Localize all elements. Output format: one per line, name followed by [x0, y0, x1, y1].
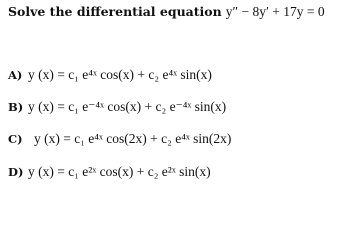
- option-formula: y (x) = c₁ e²ˣ cos(x) + c₂ e²ˣ sin(x): [28, 164, 211, 179]
- option-letter: C): [8, 132, 23, 146]
- option-letter: D): [8, 165, 24, 179]
- option-formula: y (x) = c₁ e⁴ˣ cos(2x) + c₂ e⁴ˣ sin(2x): [34, 131, 232, 146]
- option-letter: A): [8, 68, 23, 82]
- option-formula: y (x) = c₁ e⁻⁴ˣ cos(x) + c₂ e⁻⁴ˣ sin(x): [28, 99, 227, 114]
- question-equation: y″ − 8y′ + 17y = 0: [225, 4, 325, 19]
- option-a[interactable]: [8, 67, 212, 83]
- option-formula: y (x) = c₁ e⁴ˣ cos(x) + c₂ e⁴ˣ sin(x): [28, 67, 212, 82]
- question-text: [8, 4, 325, 20]
- question-lead: Solve the differential equation: [8, 4, 222, 19]
- option-b[interactable]: [8, 99, 226, 115]
- option-c[interactable]: [8, 131, 231, 147]
- option-d[interactable]: [8, 164, 211, 180]
- option-letter: B): [8, 100, 24, 114]
